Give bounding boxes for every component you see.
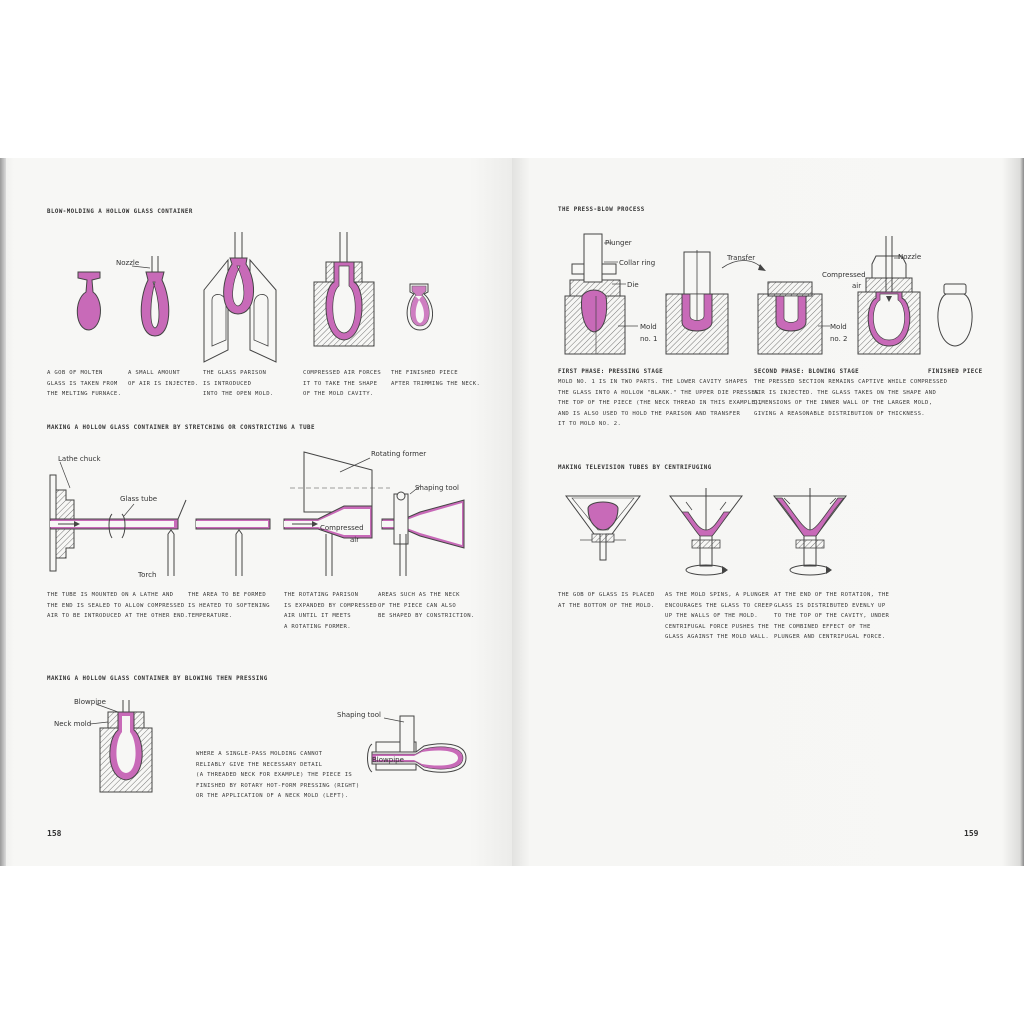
section-heading-blowing-pressing: MAKING A HOLLOW GLASS CONTAINER BY BLOWING THEN PRESSING <box>47 676 268 682</box>
caption-area-heated: THE AREA TO BE FORMED IS HEATED TO SOFTENING TEMPERATURE. <box>188 592 270 620</box>
page-number-left: 158 <box>47 829 62 838</box>
rotating-former-figure <box>284 452 390 576</box>
heated-area-figure <box>196 519 270 576</box>
shaping-tool-figure <box>382 486 464 576</box>
centrifuge-step3 <box>774 488 846 575</box>
pressing-stage-figure <box>565 234 638 354</box>
centrifuge-step1 <box>566 496 640 560</box>
no-2-label: no. 2 <box>830 335 848 343</box>
section-heading-blow-molding: BLOW-MOLDING A HOLLOW GLASS CONTAINER <box>47 209 193 215</box>
compressed-air-label: Compressed <box>822 271 866 279</box>
section-heading-stretching: MAKING A HOLLOW GLASS CONTAINER BY STRETCHING OR CONSTRICTING A TUBE <box>47 425 315 431</box>
caption-gob-placed: THE GOB OF GLASS IS PLACED AT THE BOTTOM OF THE MOLD. <box>558 592 655 609</box>
parison-figure <box>132 256 169 336</box>
air-label-2: air <box>852 282 862 290</box>
body-blowing-pressing: WHERE A SINGLE-PASS MOLDING CANNOT RELIABLY GIVE THE NECESSARY DETAIL (A THREADED NECK FOR EXAMPLE) THE PIECE IS FINISHED BY ROTARY HOT-FORM PRESSING (RIGHT) OR THE APPLICATION OF A NECK MOLD (LEFT). <box>196 751 360 800</box>
caption-rotating-parison: THE ROTATING PARISON IS EXPANDED BY COMPRESSED AIR UNTIL IT MEETS A ROTATING FORMER. <box>284 592 377 630</box>
plunger-label: Plunger <box>605 239 632 247</box>
caption-end-rotation: AT THE END OF THE ROTATION, THE GLASS IS DISTRIBUTED EVENLY UP TO THE TOP OF THE CAVITY, UNDER THE COMBINED EFFECT OF THE PLUNGER AND CENTRIFUGAL FORCE. <box>774 592 890 641</box>
blowpipe-label-2: Blowpipe <box>372 756 404 764</box>
shaping-tool-label: Shaping tool <box>415 484 459 492</box>
press-blow-figures <box>555 228 985 368</box>
no-1-label: no. 1 <box>640 335 658 343</box>
compressed-label: Compressed <box>320 524 364 532</box>
section-heading-press-blow: THE PRESS-BLOW PROCESS <box>558 207 645 213</box>
subheading-blowing-stage: SECOND PHASE: BLOWING STAGE <box>754 369 860 375</box>
open-mold-figure <box>204 232 276 362</box>
caption-blowing-stage: THE PRESSED SECTION REMAINS CAPTIVE WHILE COMPRESSED AIR IS INJECTED. THE GLASS TAKES ON THE SHAPE AND DIMENSIONS OF THE INNER WALL OF THE LARGER MOLD, GIVING A REASONABLE DISTRIBUTION OF THICKNESS. <box>754 379 948 417</box>
torch-label: Torch <box>138 571 157 579</box>
centrifuge-step2 <box>670 488 742 575</box>
caption-gob: A GOB OF MOLTEN GLASS IS TAKEN FROM THE MELTING FURNACE. <box>47 370 122 398</box>
section-heading-centrifuging: MAKING TELEVISION TUBES BY CENTRIFUGING <box>558 465 712 471</box>
transfer-label: Transfer <box>727 254 756 262</box>
caption-constriction: AREAS SUCH AS THE NECK OF THE PIECE CAN ALSO BE SHAPED BY CONSTRICTION. <box>378 592 475 620</box>
blowpipe-label: Blowpipe <box>74 698 106 706</box>
caption-air-injected: A SMALL AMOUNT OF AIR IS INJECTED. <box>128 370 199 387</box>
collar-ring-label: Collar ring <box>619 259 656 267</box>
caption-pressing-stage: MOLD NO. 1 IS IN TWO PARTS. THE LOWER CAVITY SHAPES THE GLASS INTO A HOLLOW "BLANK." THE UPPER DIE PRESSES THE TOP OF THE PIECE (THE NECK THREAD IN THIS EXAMPLE), AND IS ALSO USED TO HOLD THE PARISON AND TRANSFER IT TO MOLD NO. 2. <box>558 379 763 428</box>
caption-compressed-air: COMPRESSED AIR FORCES IT TO TAKE THE SHAPE OF THE MOLD CAVITY. <box>303 370 382 398</box>
neck-mold-label: Neck mold <box>54 720 92 728</box>
subheading-finished-piece: FINISHED PIECE <box>928 369 983 375</box>
shaping-tool-label-2: Shaping tool <box>337 711 381 719</box>
finished-bottle-figure <box>938 284 972 346</box>
transfer-figure <box>722 261 830 355</box>
page-number-right: 159 <box>964 829 979 838</box>
lathe-chuck-figure <box>50 462 74 571</box>
nozzle-label-2: Nozzle <box>898 253 922 261</box>
subheading-pressing-stage: FIRST PHASE: PRESSING STAGE <box>558 369 664 375</box>
blow-molding-figures <box>60 228 480 368</box>
tube-figures <box>40 440 480 580</box>
neck-mold-figure <box>90 700 152 792</box>
caption-parison-introduced: THE GLASS PARISON IS INTRODUCED INTO THE OPEN MOLD. <box>203 370 274 398</box>
caption-finished-piece: THE FINISHED PIECE AFTER TRIMMING THE NECK. <box>391 370 481 387</box>
air-label: air <box>350 536 360 544</box>
blank-formed-figure <box>666 250 728 354</box>
finished-piece-figure <box>407 284 432 330</box>
closed-mold-figure <box>314 232 374 346</box>
lathe-chuck-label: Lathe chuck <box>58 455 101 463</box>
mold-1-label: Mold <box>640 323 657 331</box>
die-label: Die <box>627 281 639 289</box>
caption-tube-mounted: THE TUBE IS MOUNTED ON A LATHE AND THE END IS SEALED TO ALLOW COMPRESSED AIR TO BE INTRODUCED AT THE OTHER END. <box>47 592 189 620</box>
rotating-former-label: Rotating former <box>371 450 427 458</box>
gob-figure <box>77 272 100 330</box>
caption-mold-spins: AS THE MOLD SPINS, A PLUNGER ENCOURAGES THE GLASS TO CREEP UP THE WALLS OF THE MOLD. CENTRIFUGAL FORCE PUSHES THE GLASS AGAINST THE MOLD WALL. <box>665 592 773 641</box>
nozzle-label: Nozzle <box>116 259 140 267</box>
glass-tube-label: Glass tube <box>120 495 158 503</box>
centrifuging-figures <box>560 488 860 583</box>
mold-2-label: Mold <box>830 323 847 331</box>
